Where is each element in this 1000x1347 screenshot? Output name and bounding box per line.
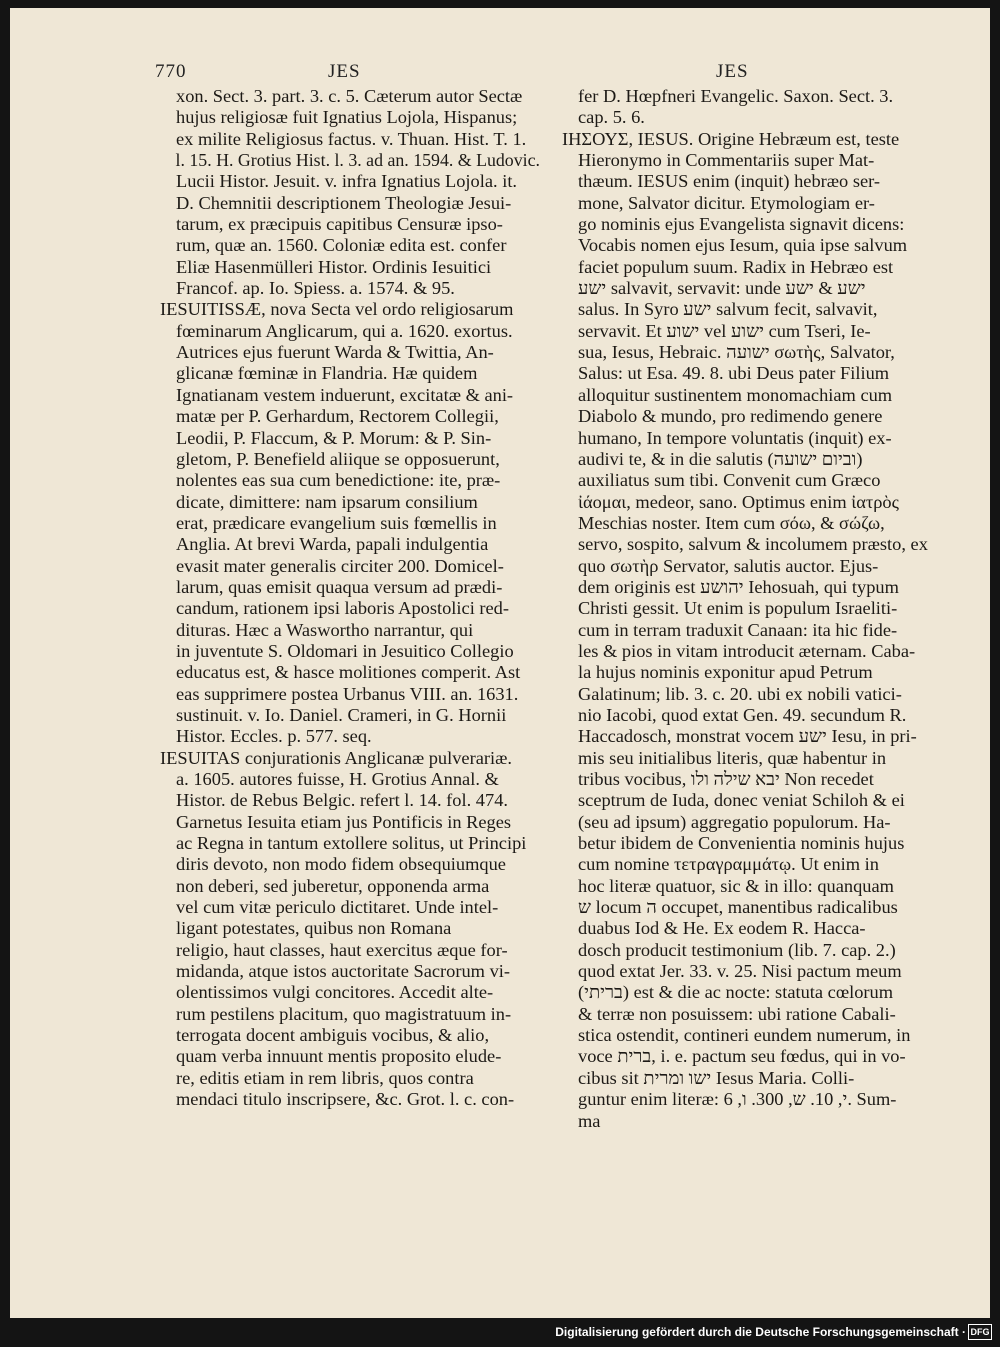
left-running-head: JES (328, 61, 361, 82)
text-line: stica ostendit, contineri eundem numerum, in (578, 1025, 911, 1046)
text-line: Autrices ejus fuerunt Warda & Twittia, An- (176, 342, 494, 363)
left-text-column (160, 86, 540, 1111)
text-line: quam verba innuunt mentis proposito elude- (176, 1046, 502, 1067)
text-line: diris devoto, non modo fidem obsequiumque (176, 854, 506, 875)
text-line: IESUITAS conjurationis Anglicanæ pulverariæ. (160, 747, 512, 768)
text-line: la hujus nominis exponitur apud Petrum (578, 662, 873, 683)
text-line: l. 15. H. Grotius Hist. l. 3. ad an. 1594. & Ludovic. (175, 150, 540, 171)
text-line: duabus Iod & He. Ex eodem R. Hacca- (578, 918, 866, 939)
text-line: mendaci titulo inscripsere, &c. Grot. l. c. con- (176, 1089, 515, 1110)
text-line: re, editis etiam in rem libris, quos contra (176, 1067, 474, 1088)
text-line: Francof. ap. Io. Spiess. a. 1574. & 95. (176, 278, 455, 299)
text-line: gletom, P. Benefield aliique se opposuerunt, (176, 448, 500, 469)
text-line: mone, Salvator dicitur. Etymologiam er- (578, 192, 875, 213)
text-line: dituras. Hæc a Waswortho narrantur, qui (176, 619, 474, 640)
text-line: rum pestilens placitum, quo magistratuum in- (176, 1003, 512, 1024)
text-line: Histor. Eccles. p. 577. seq. (176, 726, 372, 747)
text-line: larum, quas emisit quaqua versum ad prædi- (176, 576, 503, 597)
text-line: quod extat Jer. 33. v. 25. Nisi pactum meum (578, 961, 902, 982)
text-line: evasit mater generalis circiter 200. Domicel- (176, 555, 504, 576)
text-line: ex milite Religiosus factus. v. Thuan. Hist. T. 1. (176, 128, 527, 149)
text-line: Diabolo & mundo, pro redimendo genere (578, 406, 883, 427)
text-line: dosch producit testimonium (lib. 7. cap. 2.) (578, 939, 896, 960)
text-line: Lucii Histor. Jesuit. v. infra Ignatius Lojola. it. (176, 171, 518, 192)
text-line: thæum. IESUS enim (inquit) hebræo ser- (578, 171, 881, 192)
text-line: cum nomine τετραγραμμάτῳ. Ut enim in (578, 854, 879, 875)
text-line: midanda, atque istos auctoritate Sacrorum vi- (176, 961, 510, 982)
text-line: religio, haut classes, haut exercitus æque for- (176, 939, 508, 960)
text-line: cibus sit ישו ומרית Iesus Maria. Colli- (578, 1067, 855, 1088)
text-line: olentissimos vulgi concitores. Accedit alte- (176, 982, 494, 1003)
text-line: rum, quæ an. 1560. Coloniæ edita est. confer (176, 235, 507, 256)
text-line: Galatinum; lib. 3. c. 20. ubi ex nobili vatici- (578, 683, 902, 704)
text-line: nolentes eas sua cum benedictione: ite, præ- (176, 470, 501, 491)
text-line: (בריתי) est & die ac nocte: statuta cœlorum (578, 982, 894, 1003)
text-line: ΙΗΣΟΥΣ, IESUS. Origine Hebræum est, teste (562, 128, 900, 149)
text-line: servavit. Et ישוע vel ישוע cum Tseri, Ie- (578, 320, 871, 341)
text-line: quo σωτὴρ Servator, salutis auctor. Ejus- (578, 555, 879, 576)
text-line: tribus vocibus, יבא שילה ולו Non recedet (578, 769, 874, 789)
text-line: mis seu initialibus literis, quæ habentur in (578, 747, 887, 768)
text-line: Leodii, P. Flaccum, & P. Morum: & P. Sin- (176, 427, 492, 448)
text-line: fer D. Hœpfneri Evangelic. Saxon. Sect. 3. (578, 86, 894, 106)
text-line: Haccadosch, monstrat vocem ישע Iesu, in pri- (578, 726, 917, 747)
text-line: sua, Iesus, Hebraic. ישועה σωτὴς, Salvator, (578, 342, 895, 363)
text-line: dicate, dimittere: nam ipsarum consilium (176, 491, 478, 512)
text-line: xon. Sect. 3. part. 3. c. 5. Cæterum autor Sectæ (176, 86, 523, 106)
footer-credit: Digitalisierung gefördert durch die Deutsche Forschungsgemeinschaft · (555, 1325, 966, 1339)
text-line: hujus religiosæ fuit Ignatius Lojola, Hispanus; (176, 107, 518, 128)
text-line: go nominis ejus Evangelista signavit dicens: (578, 214, 905, 235)
text-line: ἰάομαι, medeor, sano. Optimus enim ἰατρὸς (578, 491, 899, 512)
text-line: & terræ non posuissem: ubi ratione Cabali- (578, 1003, 896, 1024)
text-line: glicanæ fœminæ in Flandria. Hæ quidem (176, 363, 478, 384)
book-page (10, 8, 990, 1318)
text-line: fœminarum Anglicarum, qui a. 1620. exortus. (176, 320, 513, 341)
text-line: Eliæ Hasenmülleri Histor. Ordinis Iesuitici (176, 256, 492, 277)
text-line: in juventute S. Oldomari in Jesuitico Collegio (176, 640, 514, 661)
text-line: eas supprimere postea Urbanus VIII. an. 1631. (176, 683, 519, 704)
text-line: ישע salvavit, servavit: unde ישע & ישע (578, 278, 866, 299)
text-line: dem originis est יהושע Iehosuah, qui typum (578, 576, 899, 597)
text-line: nio Iacobi, quod extat Gen. 49. secundum R. (578, 704, 907, 725)
text-line: auxiliatus sum tibi. Convenit cum Græco (578, 470, 881, 491)
text-line: sceptrum de Iuda, donec veniat Schiloh & ei (578, 790, 905, 811)
text-line: betur ibidem de Convenientia nominis hujus (578, 833, 905, 854)
text-line: guntur enim literæ: י, 10. ש, 300. ו, 6. Sum- (578, 1089, 897, 1110)
text-line: ma (578, 1110, 601, 1131)
text-line: a. 1605. autores fuisse, H. Grotius Annal. & (176, 769, 499, 789)
text-line: Salus: ut Esa. 49. 8. ubi Deus pater Filium (578, 363, 890, 384)
text-line: D. Chemnitii descriptionem Theologiæ Jesui- (176, 192, 512, 213)
right-text-column (562, 86, 940, 1132)
text-line: tarum, ex præcipuis capitibus Censuræ ipso- (176, 214, 503, 235)
text-line: servo, sospito, salvum & incolumem præsto, ex (578, 534, 928, 555)
text-line: hoc literæ quatuor, sic & in illo: quanquam (578, 875, 894, 896)
text-line: vel cum vitæ periculo dictitaret. Unde intel- (176, 897, 499, 918)
text-line: non deberi, sed juberetur, opponenda arma (176, 875, 490, 896)
text-line: ש locum ה occupet, manentibus radicalibus (578, 897, 898, 918)
text-line: Hieronymo in Commentariis super Mat- (578, 150, 875, 171)
text-line: educatus est, & hasce molitiones comperit. Ast (176, 662, 521, 683)
text-line: voce ברית, i. e. pactum seu fœdus, qui in vo- (578, 1046, 906, 1067)
text-line: Ignatianam vestem induerunt, excitatæ & ani- (176, 384, 514, 405)
text-line: ligant potestates, quibus non Romana (176, 918, 452, 939)
text-line: Meschias noster. Item cum σόω, & σώζω, (578, 512, 885, 533)
text-line: Garnetus Iesuita etiam jus Pontificis in Reges (176, 811, 512, 832)
text-line: erat, prædicare evangelium suis fœmellis in (176, 512, 497, 533)
digitization-footer (0, 1318, 1000, 1347)
text-line: cum in terram traduxit Canaan: ita hic fide- (578, 619, 898, 640)
text-line: alloquitur sustinentem monomachiam cum (578, 384, 893, 405)
text-line: matæ per P. Gerhardum, Rectorem Collegii, (176, 406, 499, 427)
text-line: humano, In tempore voluntatis (inquit) ex- (578, 427, 892, 448)
text-line: les & pios in vitam introducit æternam. Caba- (578, 640, 916, 661)
text-line: Vocabis nomen ejus Iesum, quia ipse salvum (578, 235, 908, 256)
text-line: (seu ad ipsum) aggregatio populorum. Ha- (578, 811, 891, 832)
text-line: Histor. de Rebus Belgic. refert l. 14. fol. 474. (176, 790, 508, 811)
text-line: faciet populum suum. Radix in Hebræo est (578, 256, 894, 277)
text-line: candum, rationem ipsi laboris Apostolici red- (176, 598, 510, 619)
text-line: ac Regna in tantum extollere solitus, ut Principi (176, 833, 527, 854)
text-line: audivi te, & in die salutis (וביום ישועה) (578, 448, 863, 469)
page-number: 770 (155, 61, 187, 82)
text-line: Anglia. At brevi Warda, papali indulgentia (176, 534, 489, 555)
text-line: Christi gessit. Ut enim is populum Israeliti- (578, 598, 898, 619)
text-line: IESUITISSÆ, nova Secta vel ordo religiosarum (160, 299, 514, 320)
text-line: salus. In Syro ישע salvum fecit, salvavit, (578, 299, 878, 320)
text-line: cap. 5. 6. (578, 107, 645, 128)
right-running-head: JES (716, 61, 749, 82)
dfg-logo-icon: DFG (968, 1324, 992, 1340)
text-line: sustinuit. v. Io. Daniel. Crameri, in G. Hornii (176, 704, 507, 725)
text-line: terrogata docent ambiguis vocibus, & alio, (176, 1025, 490, 1046)
